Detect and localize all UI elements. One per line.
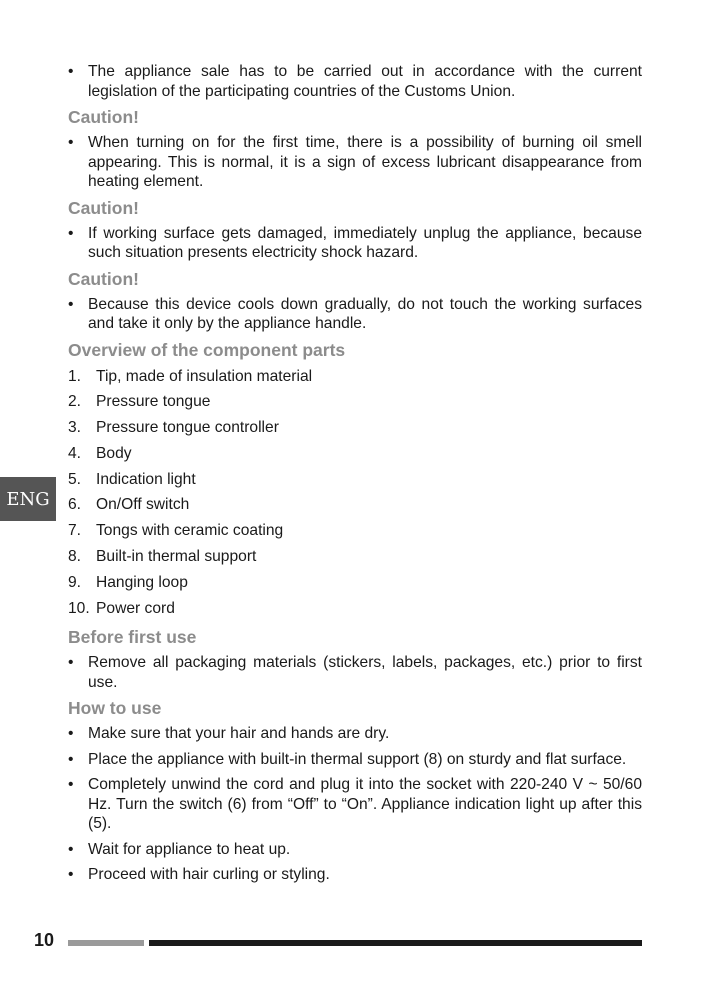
bullet-icon: • — [68, 725, 74, 743]
bullet-icon: • — [68, 63, 74, 80]
list-item: • Completely unwind the cord and plug it into the socket with 220-240 V ~ 50/60 Hz. Turn the switch (6) from “Off” to “On”. Appliance indication light up after this (5). — [68, 776, 642, 833]
manual-page-content — [68, 62, 642, 891]
list-item: 4. Body — [68, 444, 132, 462]
list-item: • Wait for appliance to heat up. — [68, 840, 291, 858]
list-item: • If working surface gets damaged, immediately unplug the appliance, because such situation presents electricity shock hazard. — [68, 224, 642, 261]
bullet-icon: • — [68, 866, 74, 884]
language-tab: ENG — [0, 477, 56, 521]
how-to-use-heading: How to use — [68, 698, 162, 719]
bullet-icon: • — [68, 776, 74, 794]
page-number: 10 — [34, 930, 55, 950]
list-item: • Place the appliance with built-in thermal support (8) on sturdy and flat surface. — [68, 750, 627, 768]
bullet-icon: • — [68, 224, 74, 242]
bullet-icon: • — [68, 654, 74, 672]
list-item: 9. Hanging loop — [68, 573, 188, 591]
list-item: 1. Tip, made of insulation material — [68, 367, 313, 385]
list-item: • When turning on for the first time, there is a possibility of burning oil smell appearing. This is normal, it is a sign of excess lubricant disappearance from heating element. — [68, 134, 642, 190]
list-item: • The appliance sale has to be carried out in accordance with the current legislation of the participating countries of the Customs Union. — [68, 63, 642, 100]
list-item: • Remove all packaging materials (stickers, labels, packages, etc.) prior to first use. — [68, 654, 642, 691]
list-item: 8. Built-in thermal support — [68, 548, 257, 566]
list-item: • Proceed with hair curling or styling. — [68, 866, 330, 884]
footer-rule-black — [149, 940, 642, 946]
bullet-icon: • — [68, 295, 74, 313]
component-parts-list — [68, 366, 642, 624]
bullet-icon: • — [68, 840, 74, 858]
caution-heading: Caution! — [68, 197, 139, 218]
list-item: 6. On/Off switch — [68, 496, 190, 514]
list-item: 2. Pressure tongue — [68, 393, 211, 411]
overview-heading: Overview of the component parts — [68, 339, 346, 360]
before-first-use-heading: Before first use — [68, 627, 197, 648]
list-item: • Make sure that your hair and hands are dry. — [68, 725, 390, 743]
list-item: 3. Pressure tongue controller — [68, 419, 279, 437]
list-item: 5. Indication light — [68, 470, 196, 488]
list-item: 10. Power cord — [68, 599, 175, 617]
bullet-icon: • — [68, 134, 74, 151]
bullet-icon: • — [68, 750, 74, 768]
list-item: • Because this device cools down gradually, do not touch the working surfaces and take it only by the appliance handle. — [68, 295, 642, 332]
footer-rule-gray — [68, 940, 144, 946]
list-item: 7. Tongs with ceramic coating — [68, 522, 284, 540]
caution-heading: Caution! — [68, 107, 139, 127]
caution-heading: Caution! — [68, 268, 139, 289]
